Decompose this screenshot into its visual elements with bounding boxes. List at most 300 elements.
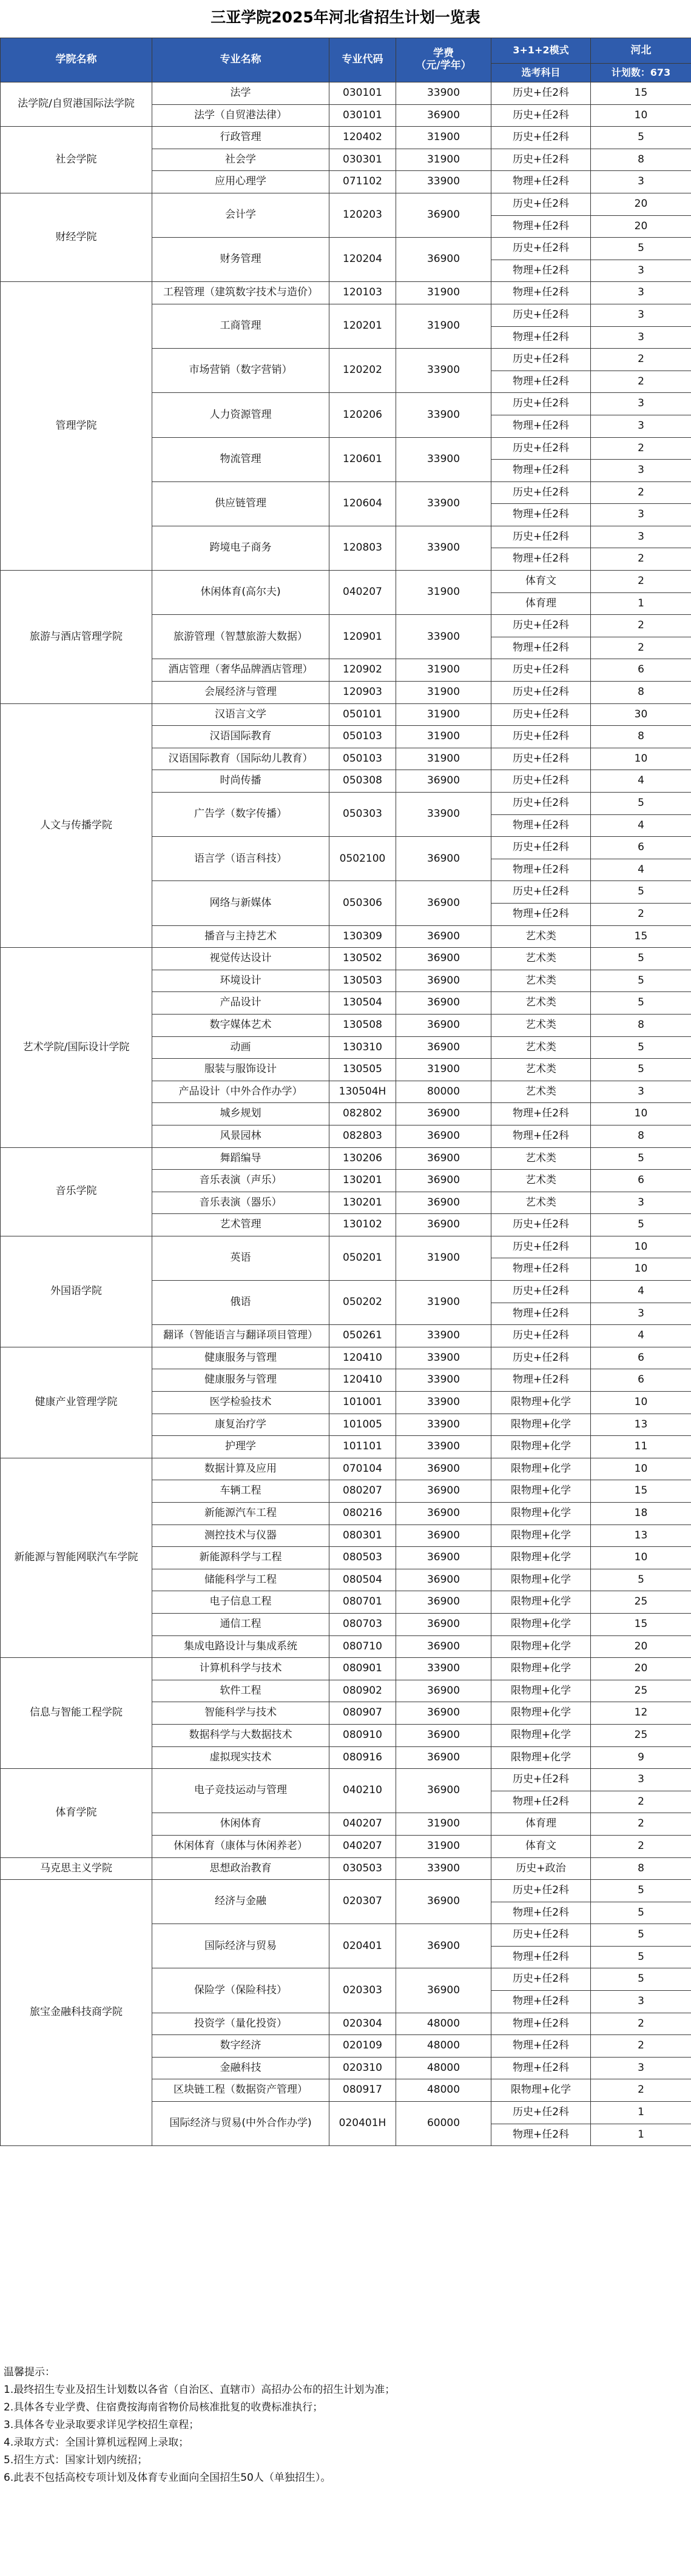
subject-requirement: 历史+任2科 [491, 1214, 591, 1236]
major-code: 080902 [329, 1680, 396, 1702]
subject-requirement: 物理+任2科 [491, 2124, 591, 2146]
major-name: 俄语 [152, 1281, 329, 1325]
major-name: 数据科学与大数据技术 [152, 1724, 329, 1746]
major-code: 050101 [329, 703, 396, 726]
major-code: 120206 [329, 393, 396, 437]
major-fee: 36900 [396, 1591, 491, 1614]
plan-count: 5 [591, 1059, 691, 1081]
subject-requirement: 物理+任2科 [491, 1902, 591, 1924]
major-name: 时尚传播 [152, 770, 329, 793]
subject-requirement: 历史+任2科 [491, 703, 591, 726]
major-name: 集成电路设计与集成系统 [152, 1635, 329, 1658]
major-fee: 36900 [396, 948, 491, 970]
subject-requirement: 历史+任2科 [491, 1236, 591, 1258]
major-code: 120204 [329, 238, 396, 282]
major-name: 工商管理 [152, 304, 329, 348]
major-fee: 36900 [396, 925, 491, 948]
major-name: 汉语言文学 [152, 703, 329, 726]
subject-requirement: 体育理 [491, 1813, 591, 1836]
major-name: 投资学（量化投资） [152, 2013, 329, 2035]
plan-count: 5 [591, 127, 691, 149]
subject-requirement: 限物理+化学 [491, 2079, 591, 2102]
subject-requirement: 限物理+化学 [491, 1458, 591, 1480]
subject-requirement: 历史+政治 [491, 1857, 591, 1880]
major-code: 040207 [329, 1835, 396, 1857]
subject-requirement: 艺术类 [491, 970, 591, 992]
major-code: 130201 [329, 1192, 396, 1214]
subject-requirement: 限物理+化学 [491, 1569, 591, 1591]
major-name: 供应链管理 [152, 481, 329, 526]
plan-count: 3 [591, 260, 691, 282]
plan-count: 2 [591, 548, 691, 571]
major-fee: 48000 [396, 2079, 491, 2102]
major-fee: 36900 [396, 1547, 491, 1569]
table-row [1, 1458, 691, 1480]
plan-count: 3 [591, 1303, 691, 1325]
subject-requirement: 物理+任2科 [491, 859, 591, 881]
plan-count: 2 [591, 571, 691, 593]
subject-requirement: 物理+任2科 [491, 504, 591, 526]
major-name: 储能科学与工程 [152, 1569, 329, 1591]
major-fee: 36900 [396, 238, 491, 282]
major-fee: 36900 [396, 1458, 491, 1480]
major-fee: 31900 [396, 682, 491, 704]
table-row [1, 1147, 691, 1170]
subject-requirement: 历史+任2科 [491, 349, 591, 371]
plan-count: 8 [591, 1857, 691, 1880]
subject-requirement: 物理+任2科 [491, 1125, 591, 1147]
plan-count: 15 [591, 1613, 691, 1635]
plan-count: 13 [591, 1414, 691, 1436]
college-name: 人文与传播学院 [1, 703, 152, 948]
subject-requirement: 物理+任2科 [491, 637, 591, 659]
plan-count: 8 [591, 726, 691, 748]
subject-requirement: 物理+任2科 [491, 326, 591, 349]
major-code: 050303 [329, 793, 396, 837]
subject-requirement: 限物理+化学 [491, 1414, 591, 1436]
plan-count: 8 [591, 149, 691, 171]
plan-count: 10 [591, 1258, 691, 1281]
major-name: 保险学（保险科技） [152, 1968, 329, 2013]
table-row [1, 948, 691, 970]
subject-requirement: 历史+任2科 [491, 881, 591, 904]
major-code: 130206 [329, 1147, 396, 1170]
major-fee: 31900 [396, 726, 491, 748]
header-row [1, 38, 691, 64]
major-name: 数字媒体艺术 [152, 1014, 329, 1036]
table-row [1, 1658, 691, 1680]
plan-count: 20 [591, 1658, 691, 1680]
major-name: 经济与金融 [152, 1880, 329, 1924]
table-row [1, 1347, 691, 1369]
subject-requirement: 限物理+化学 [491, 1436, 591, 1458]
subject-requirement: 限物理+化学 [491, 1724, 591, 1746]
subject-requirement: 物理+任2科 [491, 1991, 591, 2013]
subject-requirement: 限物理+化学 [491, 1392, 591, 1414]
major-name: 护理学 [152, 1436, 329, 1458]
plan-count: 9 [591, 1746, 691, 1769]
major-name: 休闲体育 [152, 1813, 329, 1836]
major-fee: 36900 [396, 970, 491, 992]
major-code: 082803 [329, 1125, 396, 1147]
plan-count: 18 [591, 1503, 691, 1525]
major-code: 101001 [329, 1392, 396, 1414]
plan-count: 4 [591, 859, 691, 881]
plan-count: 6 [591, 837, 691, 859]
major-fee: 36900 [396, 881, 491, 925]
major-name: 市场营销（数字营销） [152, 349, 329, 393]
major-fee: 33900 [396, 349, 491, 393]
plan-count: 2 [591, 615, 691, 637]
plan-count: 2 [591, 2079, 691, 2102]
major-name: 新能源科学与工程 [152, 1547, 329, 1569]
major-name: 会展经济与管理 [152, 682, 329, 704]
plan-count: 10 [591, 748, 691, 770]
subject-requirement: 艺术类 [491, 925, 591, 948]
major-code: 050261 [329, 1325, 396, 1347]
major-name: 智能科学与技术 [152, 1702, 329, 1725]
subject-requirement: 物理+任2科 [491, 215, 591, 238]
major-name: 网络与新媒体 [152, 881, 329, 925]
subject-requirement: 艺术类 [491, 1170, 591, 1192]
subject-requirement: 历史+任2科 [491, 1281, 591, 1303]
major-name: 法学（自贸港法律） [152, 104, 329, 127]
major-name: 艺术管理 [152, 1214, 329, 1236]
major-fee: 33900 [396, 171, 491, 193]
college-name: 财经学院 [1, 193, 152, 281]
plan-count: 10 [591, 104, 691, 127]
plan-count: 1 [591, 2124, 691, 2146]
plan-count: 4 [591, 814, 691, 837]
major-code: 0502100 [329, 837, 396, 881]
plan-count: 10 [591, 1547, 691, 1569]
major-fee: 36900 [396, 1125, 491, 1147]
major-fee: 36900 [396, 1702, 491, 1725]
college-name: 体育学院 [1, 1769, 152, 1857]
major-fee: 31900 [396, 571, 491, 615]
major-code: 130310 [329, 1036, 396, 1059]
major-name: 播音与主持艺术 [152, 925, 329, 948]
plan-count: 2 [591, 349, 691, 371]
major-name: 健康服务与管理 [152, 1369, 329, 1392]
subject-requirement: 艺术类 [491, 1192, 591, 1214]
table-row [1, 1880, 691, 1902]
major-name: 风景园林 [152, 1125, 329, 1147]
subject-requirement: 历史+任2科 [491, 193, 591, 215]
plan-count: 6 [591, 1170, 691, 1192]
subject-requirement: 限物理+化学 [491, 1746, 591, 1769]
subject-requirement: 艺术类 [491, 1036, 591, 1059]
major-code: 130503 [329, 970, 396, 992]
major-code: 120202 [329, 349, 396, 393]
subject-requirement: 历史+任2科 [491, 304, 591, 326]
subject-requirement: 历史+任2科 [491, 748, 591, 770]
major-fee: 31900 [396, 1281, 491, 1325]
major-fee: 31900 [396, 1236, 491, 1280]
plan-count: 5 [591, 1147, 691, 1170]
table-row [1, 193, 691, 215]
major-fee: 36900 [396, 1635, 491, 1658]
major-code: 020303 [329, 1968, 396, 2013]
major-name: 服装与服饰设计 [152, 1059, 329, 1081]
major-fee: 36900 [396, 837, 491, 881]
major-code: 080907 [329, 1702, 396, 1725]
major-name: 音乐表演（器乐） [152, 1192, 329, 1214]
major-name: 行政管理 [152, 127, 329, 149]
major-name: 动画 [152, 1036, 329, 1059]
plan-count: 3 [591, 171, 691, 193]
major-fee: 36900 [396, 1103, 491, 1125]
major-code: 080701 [329, 1591, 396, 1614]
major-code: 071102 [329, 171, 396, 193]
major-code: 080916 [329, 1746, 396, 1769]
plan-count: 10 [591, 1392, 691, 1414]
major-fee: 36900 [396, 1147, 491, 1170]
header-province: 河北 [591, 38, 691, 64]
major-fee: 33900 [396, 1414, 491, 1436]
major-fee: 36900 [396, 1680, 491, 1702]
major-code: 050306 [329, 881, 396, 925]
major-fee: 48000 [396, 2035, 491, 2058]
major-fee: 36900 [396, 1769, 491, 1813]
major-fee: 33900 [396, 1392, 491, 1414]
major-code: 080703 [329, 1613, 396, 1635]
subject-requirement: 物理+任2科 [491, 1258, 591, 1281]
major-code: 080301 [329, 1524, 396, 1547]
table-row [1, 1769, 691, 1791]
major-fee: 36900 [396, 1192, 491, 1214]
note-item: 1.最终招生专业及招生计划数以各省（自治区、直辖市）高招办公布的招生计划为准； [4, 2384, 396, 2396]
major-code: 130102 [329, 1214, 396, 1236]
major-code: 130504H [329, 1081, 396, 1103]
subject-requirement: 限物理+化学 [491, 1680, 591, 1702]
major-fee: 31900 [396, 748, 491, 770]
major-code: 120103 [329, 282, 396, 304]
major-code: 050103 [329, 748, 396, 770]
major-name: 新能源汽车工程 [152, 1503, 329, 1525]
subject-requirement: 物理+任2科 [491, 1946, 591, 1968]
subject-requirement: 物理+任2科 [491, 2035, 591, 2058]
subject-requirement: 物理+任2科 [491, 371, 591, 393]
college-name: 音乐学院 [1, 1147, 152, 1236]
major-code: 101101 [329, 1436, 396, 1458]
plan-count: 5 [591, 992, 691, 1015]
major-code: 020304 [329, 2013, 396, 2035]
major-name: 软件工程 [152, 1680, 329, 1702]
subject-requirement: 历史+任2科 [491, 149, 591, 171]
subject-requirement: 物理+任2科 [491, 415, 591, 437]
major-name: 休闲体育（康体与休闲养老） [152, 1835, 329, 1857]
major-fee: 36900 [396, 1569, 491, 1591]
college-name: 新能源与智能网联汽车学院 [1, 1458, 152, 1657]
plan-count: 12 [591, 1702, 691, 1725]
major-name: 酒店管理（奢华品牌酒店管理） [152, 659, 329, 682]
header-fee: 学费 （元/学年） [396, 38, 491, 82]
college-name: 旅宝金融科技商学院 [1, 1880, 152, 2146]
major-code: 120402 [329, 127, 396, 149]
major-name: 工程管理（建筑数字技术与造价） [152, 282, 329, 304]
major-fee: 33900 [396, 1658, 491, 1680]
subject-requirement: 物理+任2科 [491, 282, 591, 304]
plan-count: 2 [591, 637, 691, 659]
major-name: 会计学 [152, 193, 329, 237]
subject-requirement: 历史+任2科 [491, 393, 591, 415]
major-code: 080917 [329, 2079, 396, 2102]
major-code: 080901 [329, 1658, 396, 1680]
notes-title: 温馨提示： [4, 2366, 55, 2378]
major-code: 130508 [329, 1014, 396, 1036]
major-name: 车辆工程 [152, 1480, 329, 1503]
major-fee: 60000 [396, 2102, 491, 2146]
subject-requirement: 艺术类 [491, 1014, 591, 1036]
plan-count: 6 [591, 659, 691, 682]
major-fee: 48000 [396, 2057, 491, 2079]
major-name: 广告学（数字传播） [152, 793, 329, 837]
college-name: 健康产业管理学院 [1, 1347, 152, 1458]
major-name: 产品设计 [152, 992, 329, 1015]
plan-count: 3 [591, 326, 691, 349]
notes [4, 2364, 683, 2487]
major-code: 120410 [329, 1369, 396, 1392]
major-code: 080503 [329, 1547, 396, 1569]
subject-requirement: 物理+任2科 [491, 1791, 591, 1813]
table-header [1, 38, 691, 82]
major-code: 120410 [329, 1347, 396, 1369]
major-code: 040207 [329, 571, 396, 615]
note-item: 6.此表不包括高校专项计划及体育专业面向全国招生50人（单独招生）。 [4, 2472, 331, 2484]
major-code: 080710 [329, 1635, 396, 1658]
major-code: 040210 [329, 1769, 396, 1813]
major-code: 080216 [329, 1503, 396, 1525]
subject-requirement: 历史+任2科 [491, 127, 591, 149]
major-code: 050103 [329, 726, 396, 748]
subject-requirement: 历史+任2科 [491, 1325, 591, 1347]
major-code: 120901 [329, 615, 396, 659]
major-fee: 80000 [396, 1081, 491, 1103]
subject-requirement: 物理+任2科 [491, 2057, 591, 2079]
subject-requirement: 体育文 [491, 571, 591, 593]
major-fee: 33900 [396, 1347, 491, 1369]
note-item: 2.具体各专业学费、住宿费按海南省物价局核准批复的收费标准执行； [4, 2401, 323, 2413]
major-code: 020310 [329, 2057, 396, 2079]
college-name: 艺术学院/国际设计学院 [1, 948, 152, 1147]
subject-requirement: 历史+任2科 [491, 793, 591, 815]
plan-count: 10 [591, 1236, 691, 1258]
subject-requirement: 物理+任2科 [491, 814, 591, 837]
enrollment-plan-table [0, 38, 691, 2146]
major-fee: 36900 [396, 1524, 491, 1547]
header-subjects: 选考科目 [491, 64, 591, 82]
major-fee: 36900 [396, 1613, 491, 1635]
major-fee: 31900 [396, 282, 491, 304]
plan-count: 3 [591, 282, 691, 304]
major-code: 080504 [329, 1569, 396, 1591]
header-code: 专业代码 [329, 38, 396, 82]
plan-count: 2 [591, 2013, 691, 2035]
subject-requirement: 体育文 [491, 1835, 591, 1857]
table-row [1, 1236, 691, 1258]
major-code: 120903 [329, 682, 396, 704]
subject-requirement: 限物理+化学 [491, 1635, 591, 1658]
plan-count: 13 [591, 1524, 691, 1547]
major-fee: 31900 [396, 1059, 491, 1081]
major-code: 070104 [329, 1458, 396, 1480]
major-code: 020307 [329, 1880, 396, 1924]
plan-count: 4 [591, 1325, 691, 1347]
plan-count: 20 [591, 193, 691, 215]
major-code: 020109 [329, 2035, 396, 2058]
table-row [1, 127, 691, 149]
major-name: 视觉传达设计 [152, 948, 329, 970]
major-code: 101005 [329, 1414, 396, 1436]
major-name: 数据计算及应用 [152, 1458, 329, 1480]
page-title: 三亚学院2025年河北省招生计划一览表 [211, 8, 480, 26]
major-code: 030503 [329, 1857, 396, 1880]
college-name: 信息与智能工程学院 [1, 1658, 152, 1769]
college-name: 马克思主义学院 [1, 1857, 152, 1880]
major-name: 财务管理 [152, 238, 329, 282]
note-item: 3.具体各专业录取要求详见学校招生章程； [4, 2419, 200, 2431]
subject-requirement: 限物理+化学 [491, 1547, 591, 1569]
major-code: 120201 [329, 304, 396, 348]
major-fee: 31900 [396, 304, 491, 348]
header-mode: 3+1+2模式 [491, 38, 591, 64]
plan-count: 3 [591, 393, 691, 415]
major-fee: 33900 [396, 481, 491, 526]
major-fee: 33900 [396, 437, 491, 481]
subject-requirement: 限物理+化学 [491, 1591, 591, 1614]
subject-requirement: 历史+任2科 [491, 615, 591, 637]
plan-count: 5 [591, 1924, 691, 1947]
major-name: 金融科技 [152, 2057, 329, 2079]
major-code: 050308 [329, 770, 396, 793]
major-code: 030301 [329, 149, 396, 171]
plan-count: 2 [591, 2035, 691, 2058]
subject-requirement: 历史+任2科 [491, 837, 591, 859]
major-code: 120803 [329, 526, 396, 570]
plan-count: 5 [591, 793, 691, 815]
subject-requirement: 物理+任2科 [491, 903, 591, 925]
major-fee: 31900 [396, 127, 491, 149]
major-code: 130502 [329, 948, 396, 970]
major-name: 思想政治教育 [152, 1857, 329, 1880]
plan-count: 2 [591, 903, 691, 925]
subject-requirement: 历史+任2科 [491, 726, 591, 748]
major-code: 130201 [329, 1170, 396, 1192]
subject-requirement: 历史+任2科 [491, 437, 591, 460]
subject-requirement: 历史+任2科 [491, 659, 591, 682]
major-name: 区块链工程（数据资产管理） [152, 2079, 329, 2102]
subject-requirement: 历史+任2科 [491, 2102, 591, 2124]
major-code: 120203 [329, 193, 396, 237]
major-fee: 33900 [396, 393, 491, 437]
subject-requirement: 限物理+化学 [491, 1480, 591, 1503]
major-fee: 36900 [396, 1880, 491, 1924]
plan-count: 25 [591, 1591, 691, 1614]
subject-requirement: 艺术类 [491, 1147, 591, 1170]
major-fee: 33900 [396, 526, 491, 570]
plan-count: 3 [591, 415, 691, 437]
major-code: 130505 [329, 1059, 396, 1081]
subject-requirement: 物理+任2科 [491, 2013, 591, 2035]
major-name: 计算机科学与技术 [152, 1658, 329, 1680]
major-fee: 33900 [396, 793, 491, 837]
major-fee: 36900 [396, 1014, 491, 1036]
plan-count: 8 [591, 1125, 691, 1147]
major-fee: 36900 [396, 1480, 491, 1503]
major-name: 产品设计（中外合作办学） [152, 1081, 329, 1103]
plan-count: 3 [591, 460, 691, 482]
